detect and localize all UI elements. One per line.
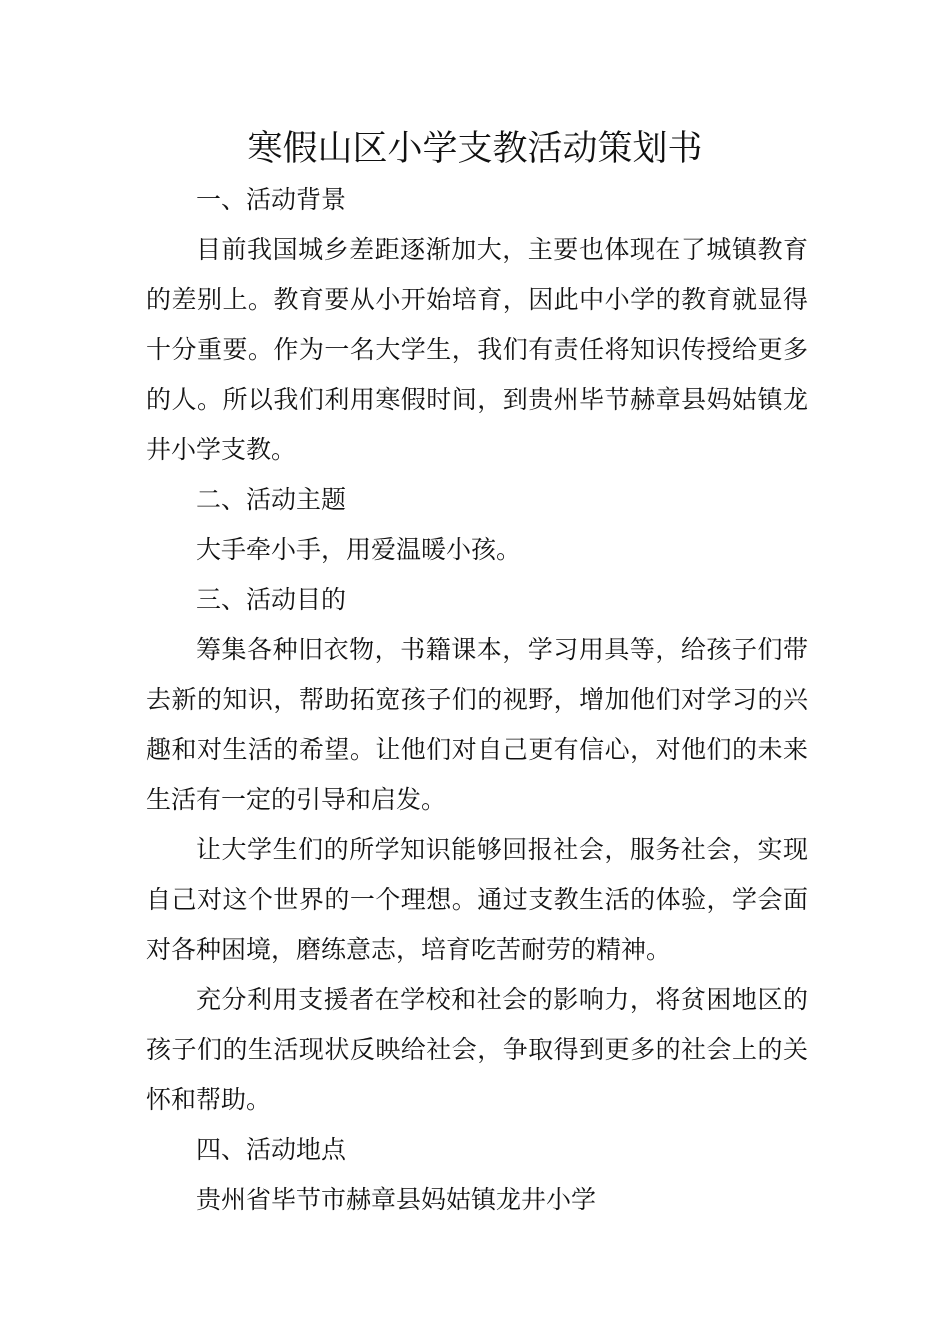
paragraph-purpose-1: 筹集各种旧衣物，书籍课本，学习用具等，给孩子们带去新的知识，帮助拓宽孩子们的视野，增加他们对学习的兴趣和对生活的希望。让他们对自己更有信心，对他们的未来生活有一定的引导和启发。 [146,635,808,814]
document-title: 寒假山区小学支教活动策划书 [247,129,703,169]
section-heading-background: 一、活动背景 [196,185,347,214]
section-heading-theme: 二、活动主题 [196,485,347,514]
paragraph-background: 目前我国城乡差距逐渐加大，主要也体现在了城镇教育的差别上。教育要从小开始培育，因此中小学的教育就显得十分重要。作为一名大学生，我们有责任将知识传授给更多的人。所以我们利用寒假时间，到贵州毕节赫章县妈姑镇龙井小学支教。 [146,235,808,464]
paragraph-purpose-2: 让大学生们的所学知识能够回报社会，服务社会，实现自己对这个世界的一个理想。通过支教生活的体验，学会面对各种困境，磨练意志，培育吃苦耐劳的精神。 [146,835,808,964]
section-heading-location: 四、活动地点 [196,1135,347,1164]
paragraph-theme: 大手牵小手，用爱温暖小孩。 [196,535,522,564]
paragraph-purpose-3: 充分利用支援者在学校和社会的影响力，将贫困地区的孩子们的生活现状反映给社会，争取得到更多的社会上的关怀和帮助。 [146,985,808,1114]
section-heading-purpose: 三、活动目的 [196,585,347,614]
document-body [146,175,808,1225]
paragraph-location: 贵州省毕节市赫章县妈姑镇龙井小学 [196,1185,597,1214]
